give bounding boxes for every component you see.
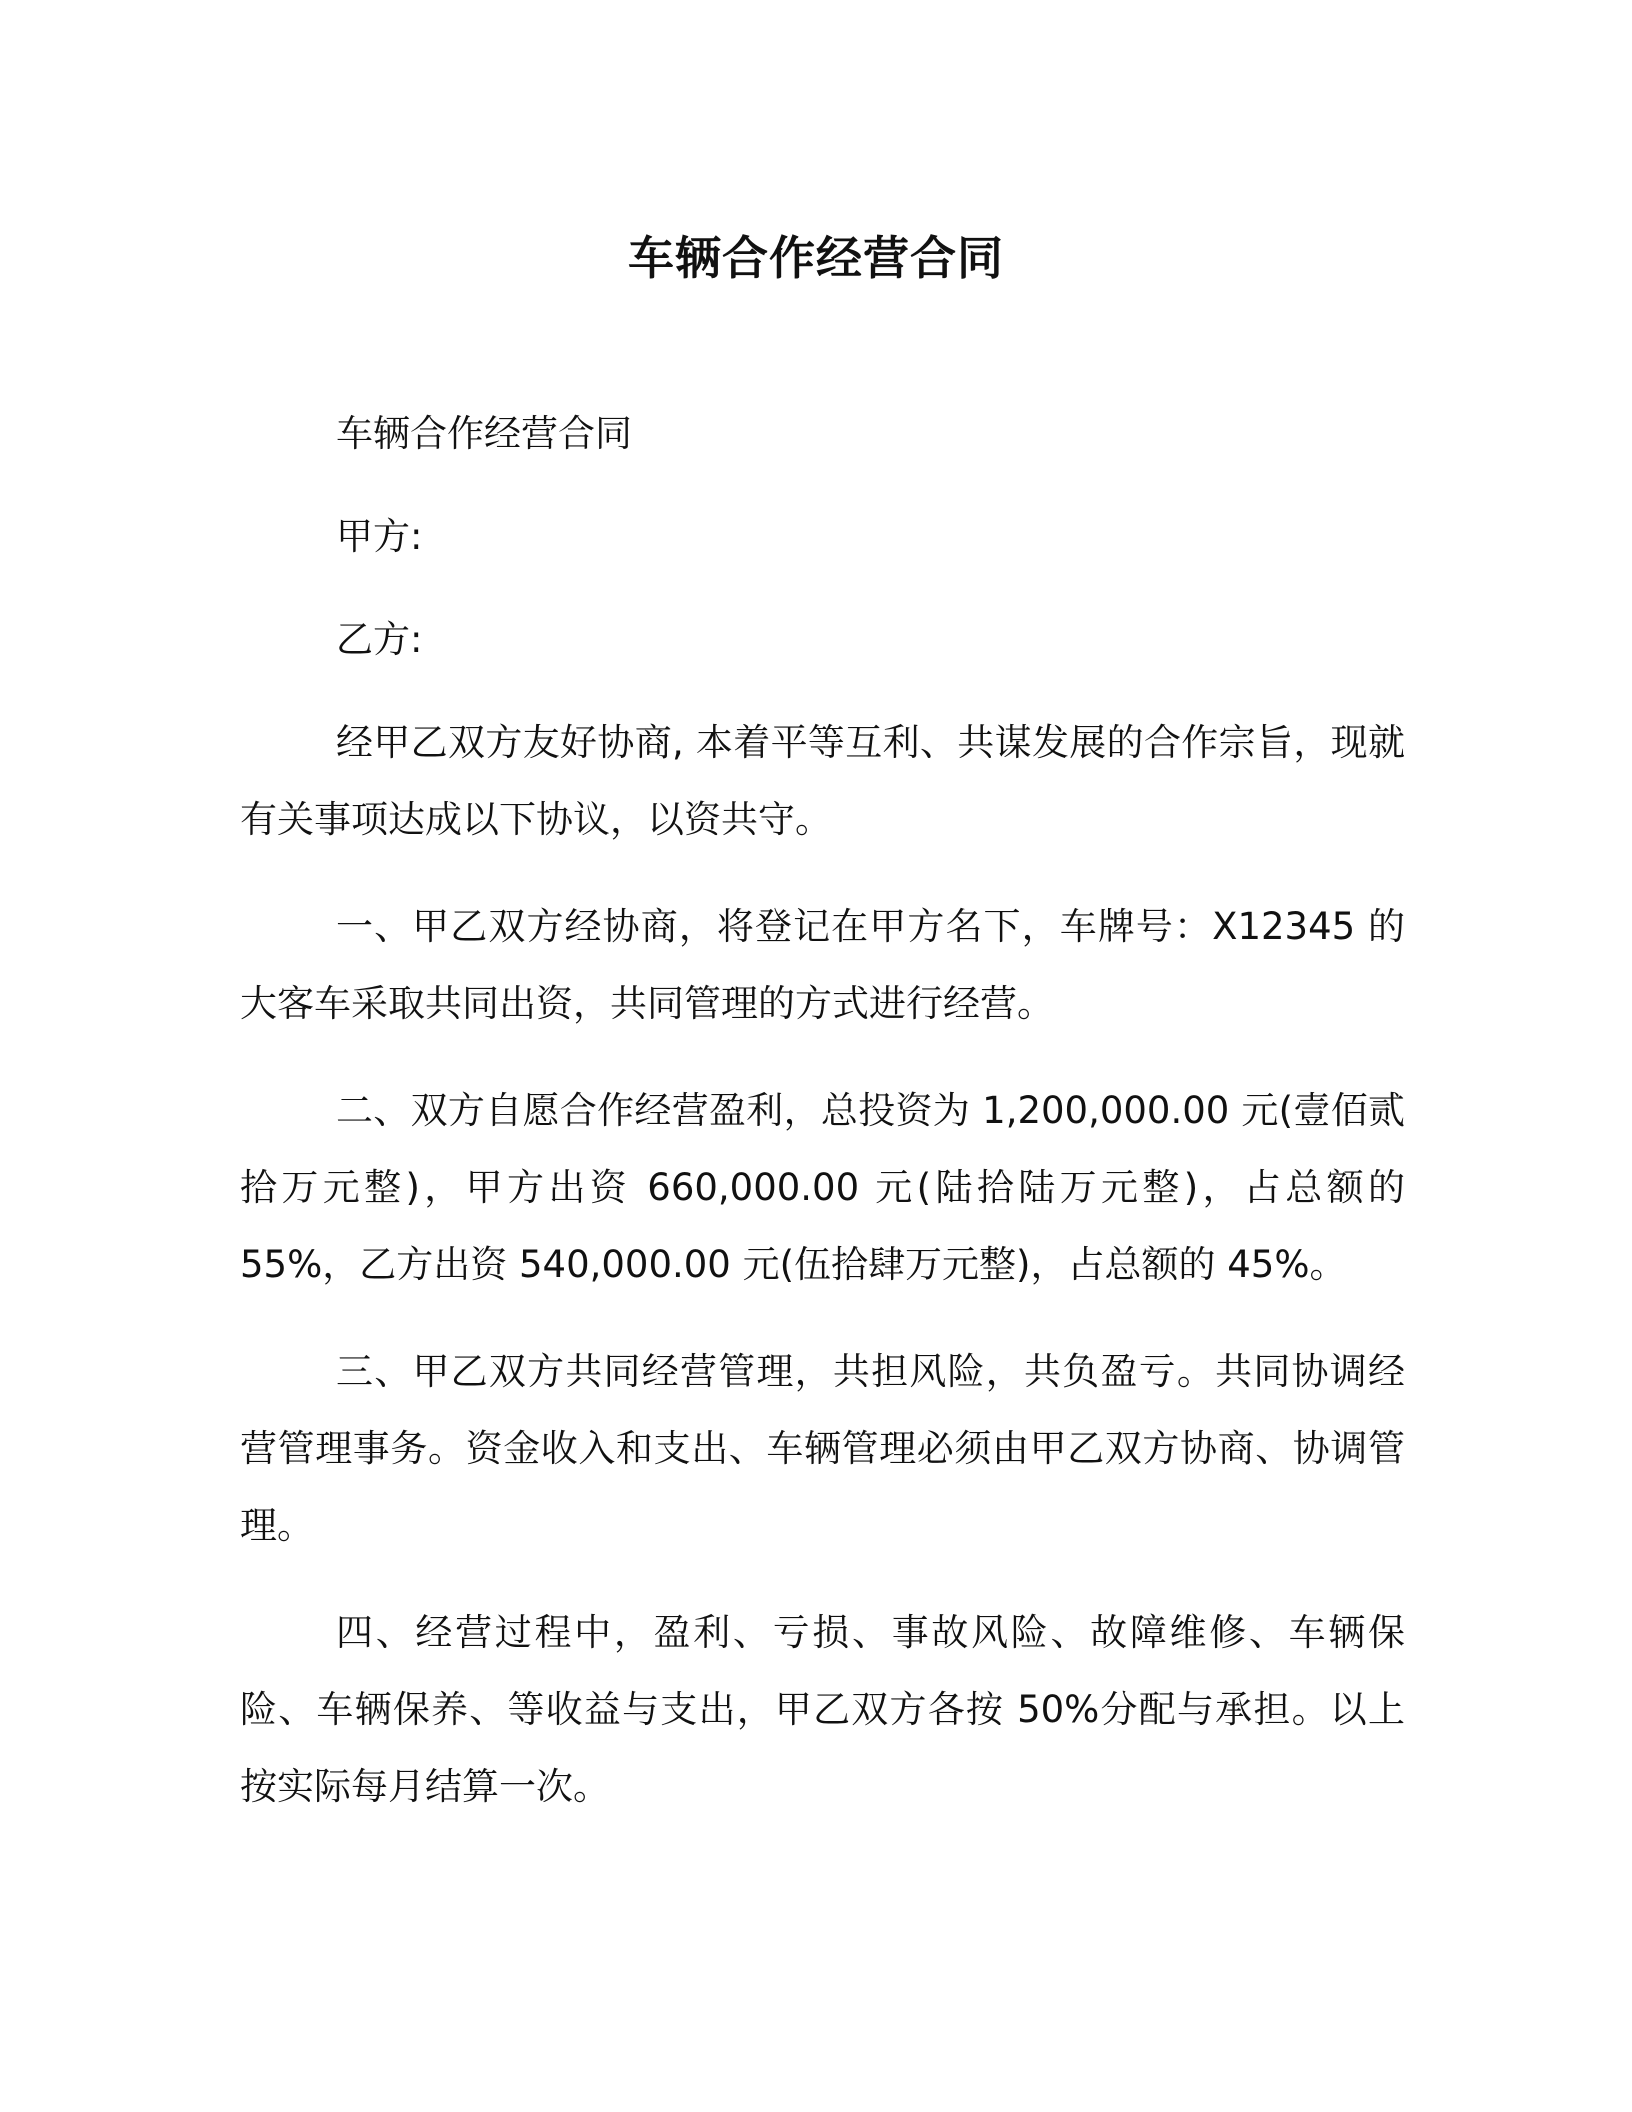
- preamble-paragraph: 经甲乙双方友好协商, 本着平等互利、共谋发展的合作宗旨，现就有关事项达成以下协议，以资共守。: [240, 721, 1405, 841]
- party-b-line: 乙方:: [336, 618, 423, 661]
- clause-3: 三、甲乙双方共同经营管理，共担风险，共负盈亏。共同协调经营管理事务。资金收入和支出、车辆管理必须由甲乙双方协商、协调管理。: [240, 1350, 1405, 1547]
- party-a-line: 甲方:: [336, 515, 423, 558]
- document-body: [240, 395, 1405, 1855]
- clause-1: 一、甲乙双方经协商，将登记在甲方名下，车牌号：X12345 的大客车采取共同出资，共同管理的方式进行经营。: [240, 905, 1405, 1025]
- clause-4: 四、经营过程中，盈利、亏损、事故风险、故障维修、车辆保险、车辆保养、等收益与支出，甲乙双方各按 50%分配与承担。以上按实际每月结算一次。: [240, 1611, 1405, 1808]
- contract-heading: 车辆合作经营合同: [336, 412, 632, 455]
- clause-2: 二、双方自愿合作经营盈利，总投资为 1,200,000.00 元(壹佰贰拾万元整)，甲方出资 660,000.00 元(陆拾陆万元整)，占总额的 55%，乙方出资 540,000.00 元(伍拾肆万元整)，占总额的 45%。: [240, 1089, 1405, 1286]
- document-title: 车辆合作经营合同: [628, 231, 1004, 285]
